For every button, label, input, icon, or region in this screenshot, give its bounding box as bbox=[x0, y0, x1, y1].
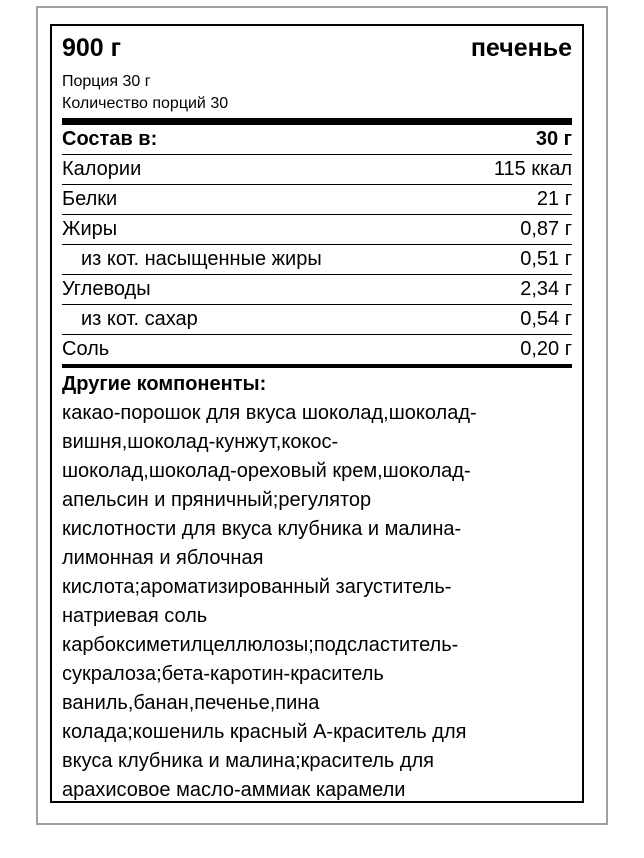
portions-count: Количество порций 30 bbox=[62, 95, 229, 112]
ingredients-line: вкуса клубника и малина;краситель для bbox=[62, 750, 435, 772]
portion-size: Порция 30 г bbox=[62, 73, 151, 90]
row-name: из кот. сахар bbox=[81, 308, 198, 330]
other-components-title: Другие компоненты: bbox=[62, 373, 267, 395]
ingredients-line: сукралоза;бета-каротин-краситель bbox=[62, 663, 384, 685]
ingredients-line: вишня,шоколад-кунжут,кокос- bbox=[62, 431, 339, 453]
row-name: из кот. насыщенные жиры bbox=[81, 248, 322, 270]
package-weight: 900 г bbox=[62, 34, 122, 62]
table-row bbox=[62, 305, 572, 335]
table-row bbox=[62, 245, 572, 275]
row-value: 0,20 г bbox=[520, 338, 572, 360]
row-value: 0,54 г bbox=[520, 308, 572, 330]
table-row bbox=[62, 275, 572, 305]
row-name: Жиры bbox=[62, 218, 118, 240]
table-row bbox=[62, 185, 572, 215]
ingredients-line: натриевая соль bbox=[62, 605, 208, 627]
ingredients-line: колада;кошениль красный А-краситель для bbox=[62, 721, 467, 743]
row-name: Калории bbox=[62, 158, 142, 180]
ingredients-line: какао-порошок для вкуса шоколад,шоколад- bbox=[62, 402, 477, 424]
label-header bbox=[62, 34, 572, 66]
row-value: 0,87 г bbox=[520, 218, 572, 240]
table-row bbox=[62, 335, 572, 368]
row-name: Белки bbox=[62, 188, 118, 210]
ingredients-line: арахисовое масло-аммиак карамели bbox=[62, 779, 406, 801]
row-value: 115 ккал bbox=[493, 158, 572, 180]
row-value: 2,34 г bbox=[520, 278, 572, 300]
ingredients-line: кислотности для вкуса клубника и малина- bbox=[62, 518, 462, 540]
ingredients-line: ваниль,банан,печенье,пина bbox=[62, 692, 320, 714]
ingredients-line: кислота;ароматизированный загуститель- bbox=[62, 576, 452, 598]
ingredients-line: лимонная и яблочная bbox=[62, 547, 264, 569]
table-header-row bbox=[62, 125, 572, 155]
table-row bbox=[62, 155, 572, 185]
row-value: 0,51 г bbox=[520, 248, 572, 270]
row-name: Углеводы bbox=[62, 278, 151, 300]
ingredients-line: шоколад,шоколад-ореховый крем,шоколад- bbox=[62, 460, 471, 482]
other-components-text bbox=[62, 399, 572, 805]
table-title: Состав в: bbox=[62, 128, 158, 150]
ingredients-line: апельсин и пряничный;регулятор bbox=[62, 489, 372, 511]
row-value: 21 г bbox=[536, 188, 572, 210]
table-title-value: 30 г bbox=[535, 128, 572, 150]
product-name: печенье bbox=[470, 34, 572, 62]
nutrition-label bbox=[50, 24, 584, 803]
ingredients-line: карбоксиметилцеллюлозы;подсластитель- bbox=[62, 634, 459, 656]
table-row bbox=[62, 215, 572, 245]
thick-divider bbox=[62, 118, 572, 125]
row-name: Соль bbox=[62, 338, 110, 360]
